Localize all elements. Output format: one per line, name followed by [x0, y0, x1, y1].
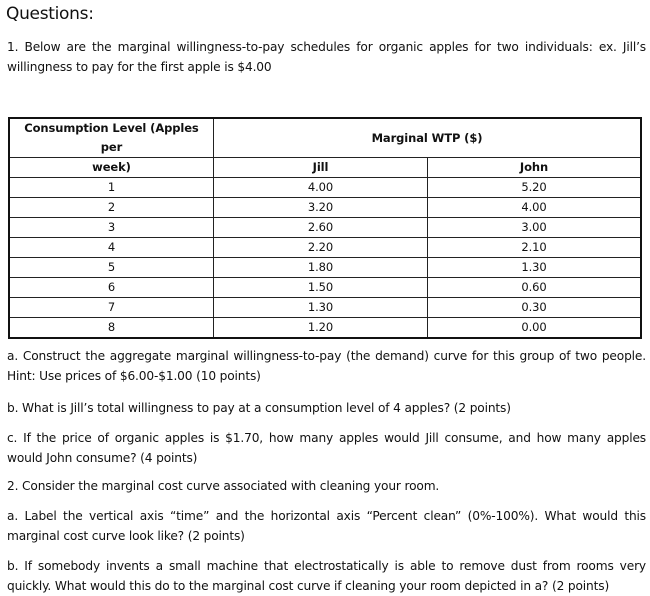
table-row — [9, 218, 641, 238]
consumption-level-cell: 4 — [9, 238, 214, 258]
wtp-table — [8, 117, 642, 339]
jill-wtp-cell: 2.20 — [214, 238, 428, 258]
consumption-level-cell: 7 — [9, 298, 214, 318]
question-1-text: 1. Below are the marginal willingness-to-pay schedules for organic apples for two individuals: ex. Jill’s willingness to pay for the first apple is $4.00 — [7, 40, 646, 74]
consumption-level-cell: 6 — [9, 278, 214, 298]
table-row — [9, 198, 641, 218]
jill-wtp-cell: 4.00 — [214, 178, 428, 198]
john-wtp-cell: 5.20 — [428, 178, 642, 198]
john-wtp-cell: 4.00 — [428, 198, 642, 218]
question-1b: b. What is Jill’s total willingness to pay at a consumption level of 4 apples? (2 points) — [7, 401, 511, 415]
table-row — [9, 238, 641, 258]
question-2a: a. Label the vertical axis “time” and the horizontal axis “Percent clean” (0%-100%). What would this marginal cost curve look like? (2 points) — [7, 509, 646, 543]
jill-wtp-cell: 1.50 — [214, 278, 428, 298]
john-wtp-cell: 0.60 — [428, 278, 642, 298]
john-wtp-cell: 0.00 — [428, 318, 642, 339]
jill-column-header: Jill — [214, 158, 428, 178]
john-column-header: John — [428, 158, 642, 178]
jill-wtp-cell: 2.60 — [214, 218, 428, 238]
question-2b: b. If somebody invents a small machine that electrostatically is able to remove dust from rooms very quickly. What would this do to the marginal cost curve if cleaning your room depicted in a? (2 points) — [7, 559, 646, 593]
john-wtp-cell: 1.30 — [428, 258, 642, 278]
table-row — [9, 298, 641, 318]
table-header-row — [9, 118, 641, 158]
marginal-wtp-header: Marginal WTP ($) — [214, 118, 642, 158]
page-heading: Questions: — [6, 4, 94, 24]
jill-wtp-cell: 1.30 — [214, 298, 428, 318]
jill-wtp-cell: 1.20 — [214, 318, 428, 339]
john-wtp-cell: 3.00 — [428, 218, 642, 238]
john-wtp-cell: 0.30 — [428, 298, 642, 318]
consumption-header-cont: week) — [9, 158, 214, 178]
jill-wtp-cell: 1.80 — [214, 258, 428, 278]
table-subheader-row — [9, 158, 641, 178]
question-2: 2. Consider the marginal cost curve associated with cleaning your room. — [7, 479, 440, 493]
table-row — [9, 258, 641, 278]
john-wtp-cell: 2.10 — [428, 238, 642, 258]
table-row — [9, 318, 641, 339]
consumption-level-cell: 5 — [9, 258, 214, 278]
consumption-level-cell: 8 — [9, 318, 214, 339]
consumption-level-cell: 1 — [9, 178, 214, 198]
table-row — [9, 278, 641, 298]
consumption-level-cell: 3 — [9, 218, 214, 238]
jill-wtp-cell: 3.20 — [214, 198, 428, 218]
consumption-header: Consumption Level (Apples per — [9, 118, 214, 158]
question-1a: a. Construct the aggregate marginal willingness-to-pay (the demand) curve for this group of two people. Hint: Use prices of $6.00-$1.00 (10 points) — [7, 349, 646, 383]
question-1c: c. If the price of organic apples is $1.70, how many apples would Jill consume, and how many apples would John consume? (4 points) — [7, 431, 646, 465]
consumption-level-cell: 2 — [9, 198, 214, 218]
table-row — [9, 178, 641, 198]
